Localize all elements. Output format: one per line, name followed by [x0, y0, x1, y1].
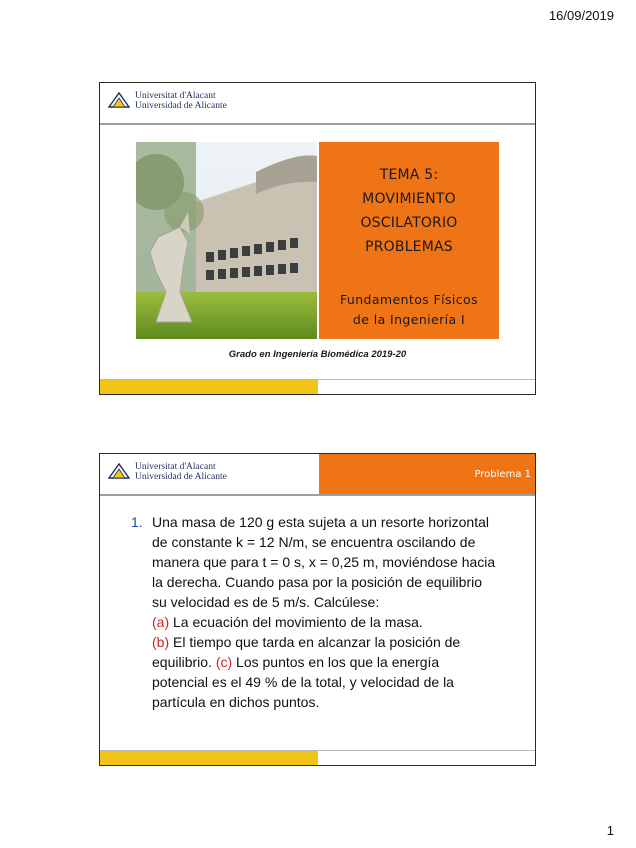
- footer-bar: [100, 751, 318, 765]
- slide-title: [99, 82, 536, 395]
- part-c-text: Los puntos en los que la energía potencial es el 49 % de la total, y velocidad de la partícula en dichos puntos.: [152, 654, 454, 710]
- slide-subtitle: Fundamentos Físicos de la Ingeniería I: [339, 292, 479, 327]
- logo-line-2: Universidad de Alicante: [135, 101, 227, 111]
- logo-line-1: Universitat d'Alacant: [135, 91, 216, 101]
- part-b-marker: (b): [152, 634, 170, 650]
- header-rule: [100, 494, 535, 496]
- campus-photo: [136, 142, 317, 339]
- problem-number: 1.: [131, 514, 143, 530]
- part-b-text: El tiempo que tarda en alcanzar la posición de equilibrio.: [152, 634, 461, 670]
- part-c-marker: (c): [215, 654, 233, 670]
- university-logo: [108, 91, 227, 111]
- page-date: 16/09/2019: [548, 8, 614, 23]
- problem-statement: [131, 512, 497, 712]
- logo-line-1: Universitat d'Alacant: [135, 462, 216, 472]
- footer-bar: [100, 380, 318, 394]
- university-logo: [108, 462, 227, 482]
- problem-tab: Problema 1: [319, 454, 535, 494]
- university-emblem-icon: [108, 91, 130, 109]
- title-box: [319, 142, 499, 339]
- course-name: Grado en Ingeniería Biomédica 2019-20: [228, 349, 407, 360]
- slide-problem-1: [99, 453, 536, 766]
- logo-line-2: Universidad de Alicante: [135, 472, 227, 482]
- slide-main-title: TEMA 5: MOVIMIENTO OSCILATORIO PROBLEMAS: [360, 167, 458, 255]
- page-number: 1: [606, 823, 614, 838]
- header-rule: [100, 123, 535, 125]
- part-a-text: La ecuación del movimiento de la masa.: [169, 614, 423, 630]
- problem-intro: Una masa de 120 g esta sujeta a un resorte horizontal de constante k = 12 N/m, se encuentra oscilando de manera que para t = 0 s, x = 0,25 m, moviéndose hacia la derecha. Cuando pasa por la posición de equilibrio su velocidad es de 5 m/s. Calcúlese:: [152, 514, 496, 610]
- part-a-marker: (a): [152, 614, 170, 630]
- university-emblem-icon: [108, 462, 130, 480]
